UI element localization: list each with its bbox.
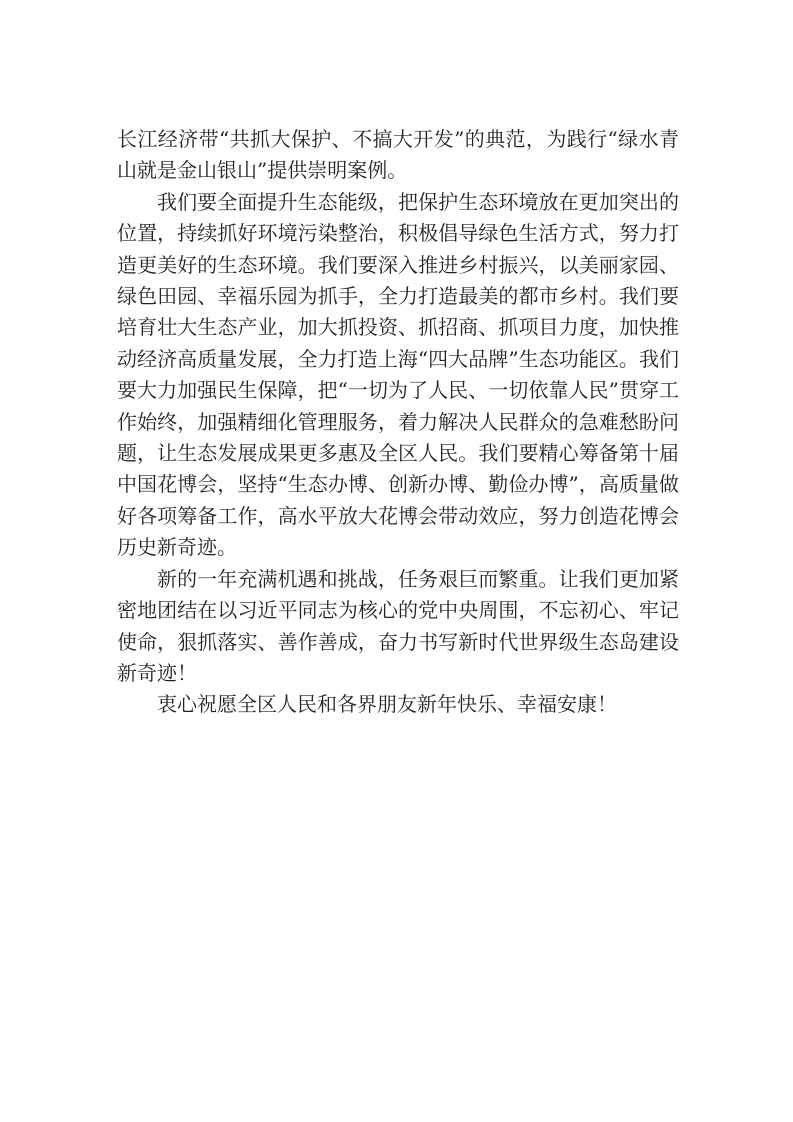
paragraph-ecology-goals: 我们要全面提升生态能级，把保护生态环境放在更加突出的位置，持续抓好环境污染整治，积极倡导绿色生活方式，努力打造更美好的生态环境。我们要深入推进乡村振兴，以美丽家园、绿色田园、幸福乐园为抓手，全力打造最美的都市乡村。我们要培育壮大生态产业，加大抓投资、抓招商、抓项目力度，加快推动经济高质量发展，全力打造上海“四大品牌”生态功能区。我们要大力加强民生保障，把“一切为了人民、一切依靠人民”贯穿工作始终，加强精细化管理服务，着力解决人民群众的急难愁盼问题，让生态发展成果更多惠及全区人民。我们要精心筹备第十届中国花博会，坚持“生态办博、创新办博、勤俭办博”，高质量做好各项筹备工作，高水平放大花博会带动效应，努力创造花博会历史新奇迹。 bbox=[117, 189, 679, 560]
paragraph-continued: 长江经济带“共抓大保护、不搞大开发”的典范，为践行“绿水青山就是金山银山”提供崇明案例。 bbox=[117, 127, 679, 183]
paragraph-greeting: 衷心祝愿全区人民和各界朋友新年快乐、幸福安康！ bbox=[157, 692, 617, 717]
paragraph-new-year-call: 新的一年充满机遇和挑战，任务艰巨而繁重。让我们更加紧密地团结在以习近平同志为核心的党中央周围，不忘初心、牢记使命，狠抓落实、善作善成，奋力书写新时代世界级生态岛建设新奇迹！ bbox=[117, 566, 679, 685]
document-page bbox=[117, 124, 679, 721]
